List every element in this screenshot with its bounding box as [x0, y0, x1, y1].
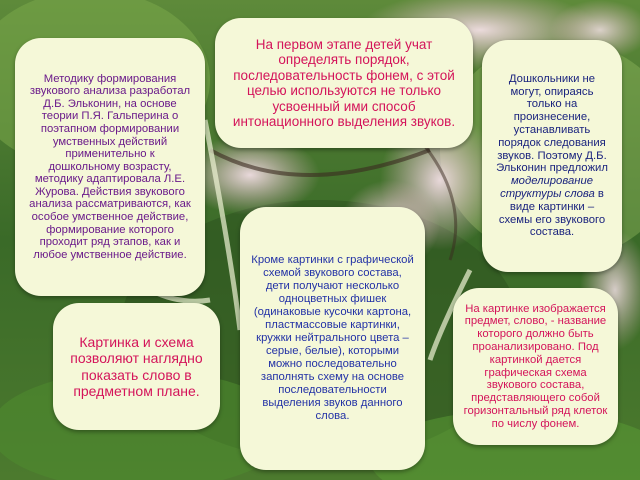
picture-scheme-box [53, 303, 220, 430]
chips-text: Кроме картинки с графической схемой звукового состава, дети получают несколько одноцветных фишек (одинаковые кусочки картона, пластмассовые картинки, кружки нейтрального цвета – серые, белые), которыми можно последовательно заполнять схему на основе последовательности выделения звуков данного слова. [251, 254, 414, 422]
first-stage-text: На первом этапе детей учат определять порядок, последовательность фонем, с этой целью используются не только усвоенный ими способ интонационного выделения звуков. [232, 36, 456, 129]
preschool-modeling-text [492, 73, 612, 239]
first-stage-box [215, 18, 473, 148]
picture-object-text: На картинке изображается предмет, слово, - название которого должно быть проанализировано. Под картинкой дается графическая схема звукового состава, представляющего собой горизонтальный ряд клеток по числу фонем. [463, 302, 608, 430]
preschool-text-emphasis: моделирование структуры слова [500, 175, 595, 200]
picture-scheme-text: Картинка и схема позволяют наглядно показать слово в предметном плане. [70, 333, 203, 399]
preschool-modeling-box [482, 40, 622, 272]
picture-object-box [453, 288, 618, 445]
elkonin-method-text: Методику формирования звукового анализа разработал Д.Б. Эльконин, на основе теории П.Я. Гальперина о поэтапном формировании умственных действий применительно к дошкольному возрасту, методику адаптировала Л.Е. Журова. Действия звукового анализа рассматриваются, как особое умственное действие, формирование которого проходит ряд этапов, как и любое умственное действие. [29, 72, 191, 261]
preschool-text-before: Дошкольники не могут, опираясь только на произнесение, устанавливать порядок следования звуков. Поэтому Д.Б. Эльконин предложил [496, 72, 608, 175]
preschool-text-after: в виде картинки – схемы его звукового состава. [498, 187, 606, 239]
chips-box [240, 207, 425, 470]
elkonin-method-box [15, 38, 205, 296]
